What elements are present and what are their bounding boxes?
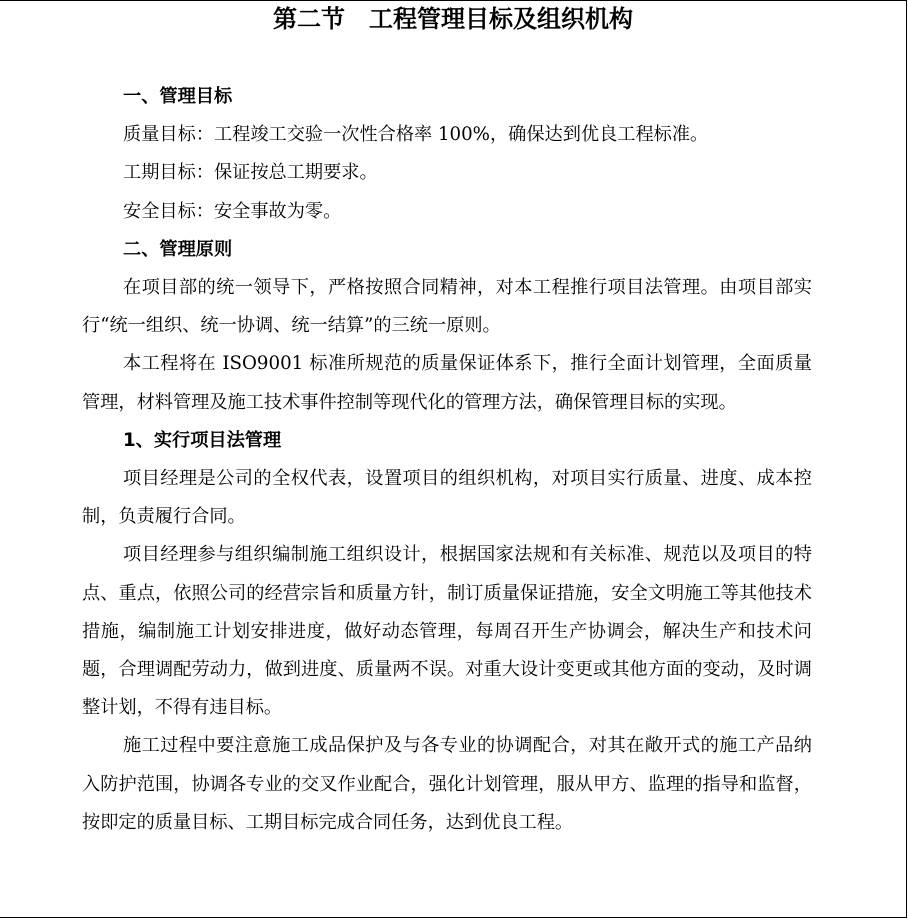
principles-paragraph: 在项目部的统一领导下，严格按照合同精神，对本工程推行项目法管理。由项目部实行“统一组织、统一协调、统一结算”的三统一原则。 (82, 277, 812, 337)
iso-paragraph: 本工程将在 ISO9001 标准所规范的质量保证体系下，推行全面计划管理，全面质量管理，材料管理及施工技术事件控制等现代化的管理方法，确保管理目标的实现。 (82, 353, 812, 413)
section-heading-management-goals: 一、管理目标 (123, 86, 233, 107)
manager-duties-paragraph: 项目经理参与组织编制施工组织设计，根据国家法规和有关标准、规范以及项目的特点、重点，依照公司的经营宗旨和质量方针，制订质量保证措施，安全文明施工等其他技术措施，编制施工计划安排进度，做好动态管理，每周召开生产协调会，解决生产和技术问题，合理调配劳动力，做到进度、质量两不误。对重大设计变更或其他方面的变动，及时调整计划，不得有违目标。 (82, 544, 812, 719)
manager-role-paragraph: 项目经理是公司的全权代表，设置项目的组织机构，对项目实行质量、进度、成本控制，负责履行合同。 (82, 468, 812, 528)
page-title: 第二节 工程管理目标及组织机构 (273, 5, 633, 33)
section-heading-project-management: 1、实行项目法管理 (123, 429, 282, 451)
section-heading-management-principles: 二、管理原则 (123, 238, 233, 260)
construction-process-paragraph: 施工过程中要注意施工成品保护及与各专业的协调配合，对其在敞开式的施工产品纳入防护范围，协调各专业的交叉作业配合，强化计划管理，服从甲方、监理的指导和监督，按即定的质量目标、工期目标完成合同任务，达到优良工程。 (82, 735, 812, 833)
safety-goal: 安全目标：安全事故为零。 (123, 200, 342, 222)
document-body (82, 78, 812, 842)
schedule-goal: 工期目标：保证按总工期要求。 (123, 162, 378, 184)
quality-goal: 质量目标：工程竣工交验一次性合格率 100%，确保达到优良工程标准。 (123, 124, 709, 146)
